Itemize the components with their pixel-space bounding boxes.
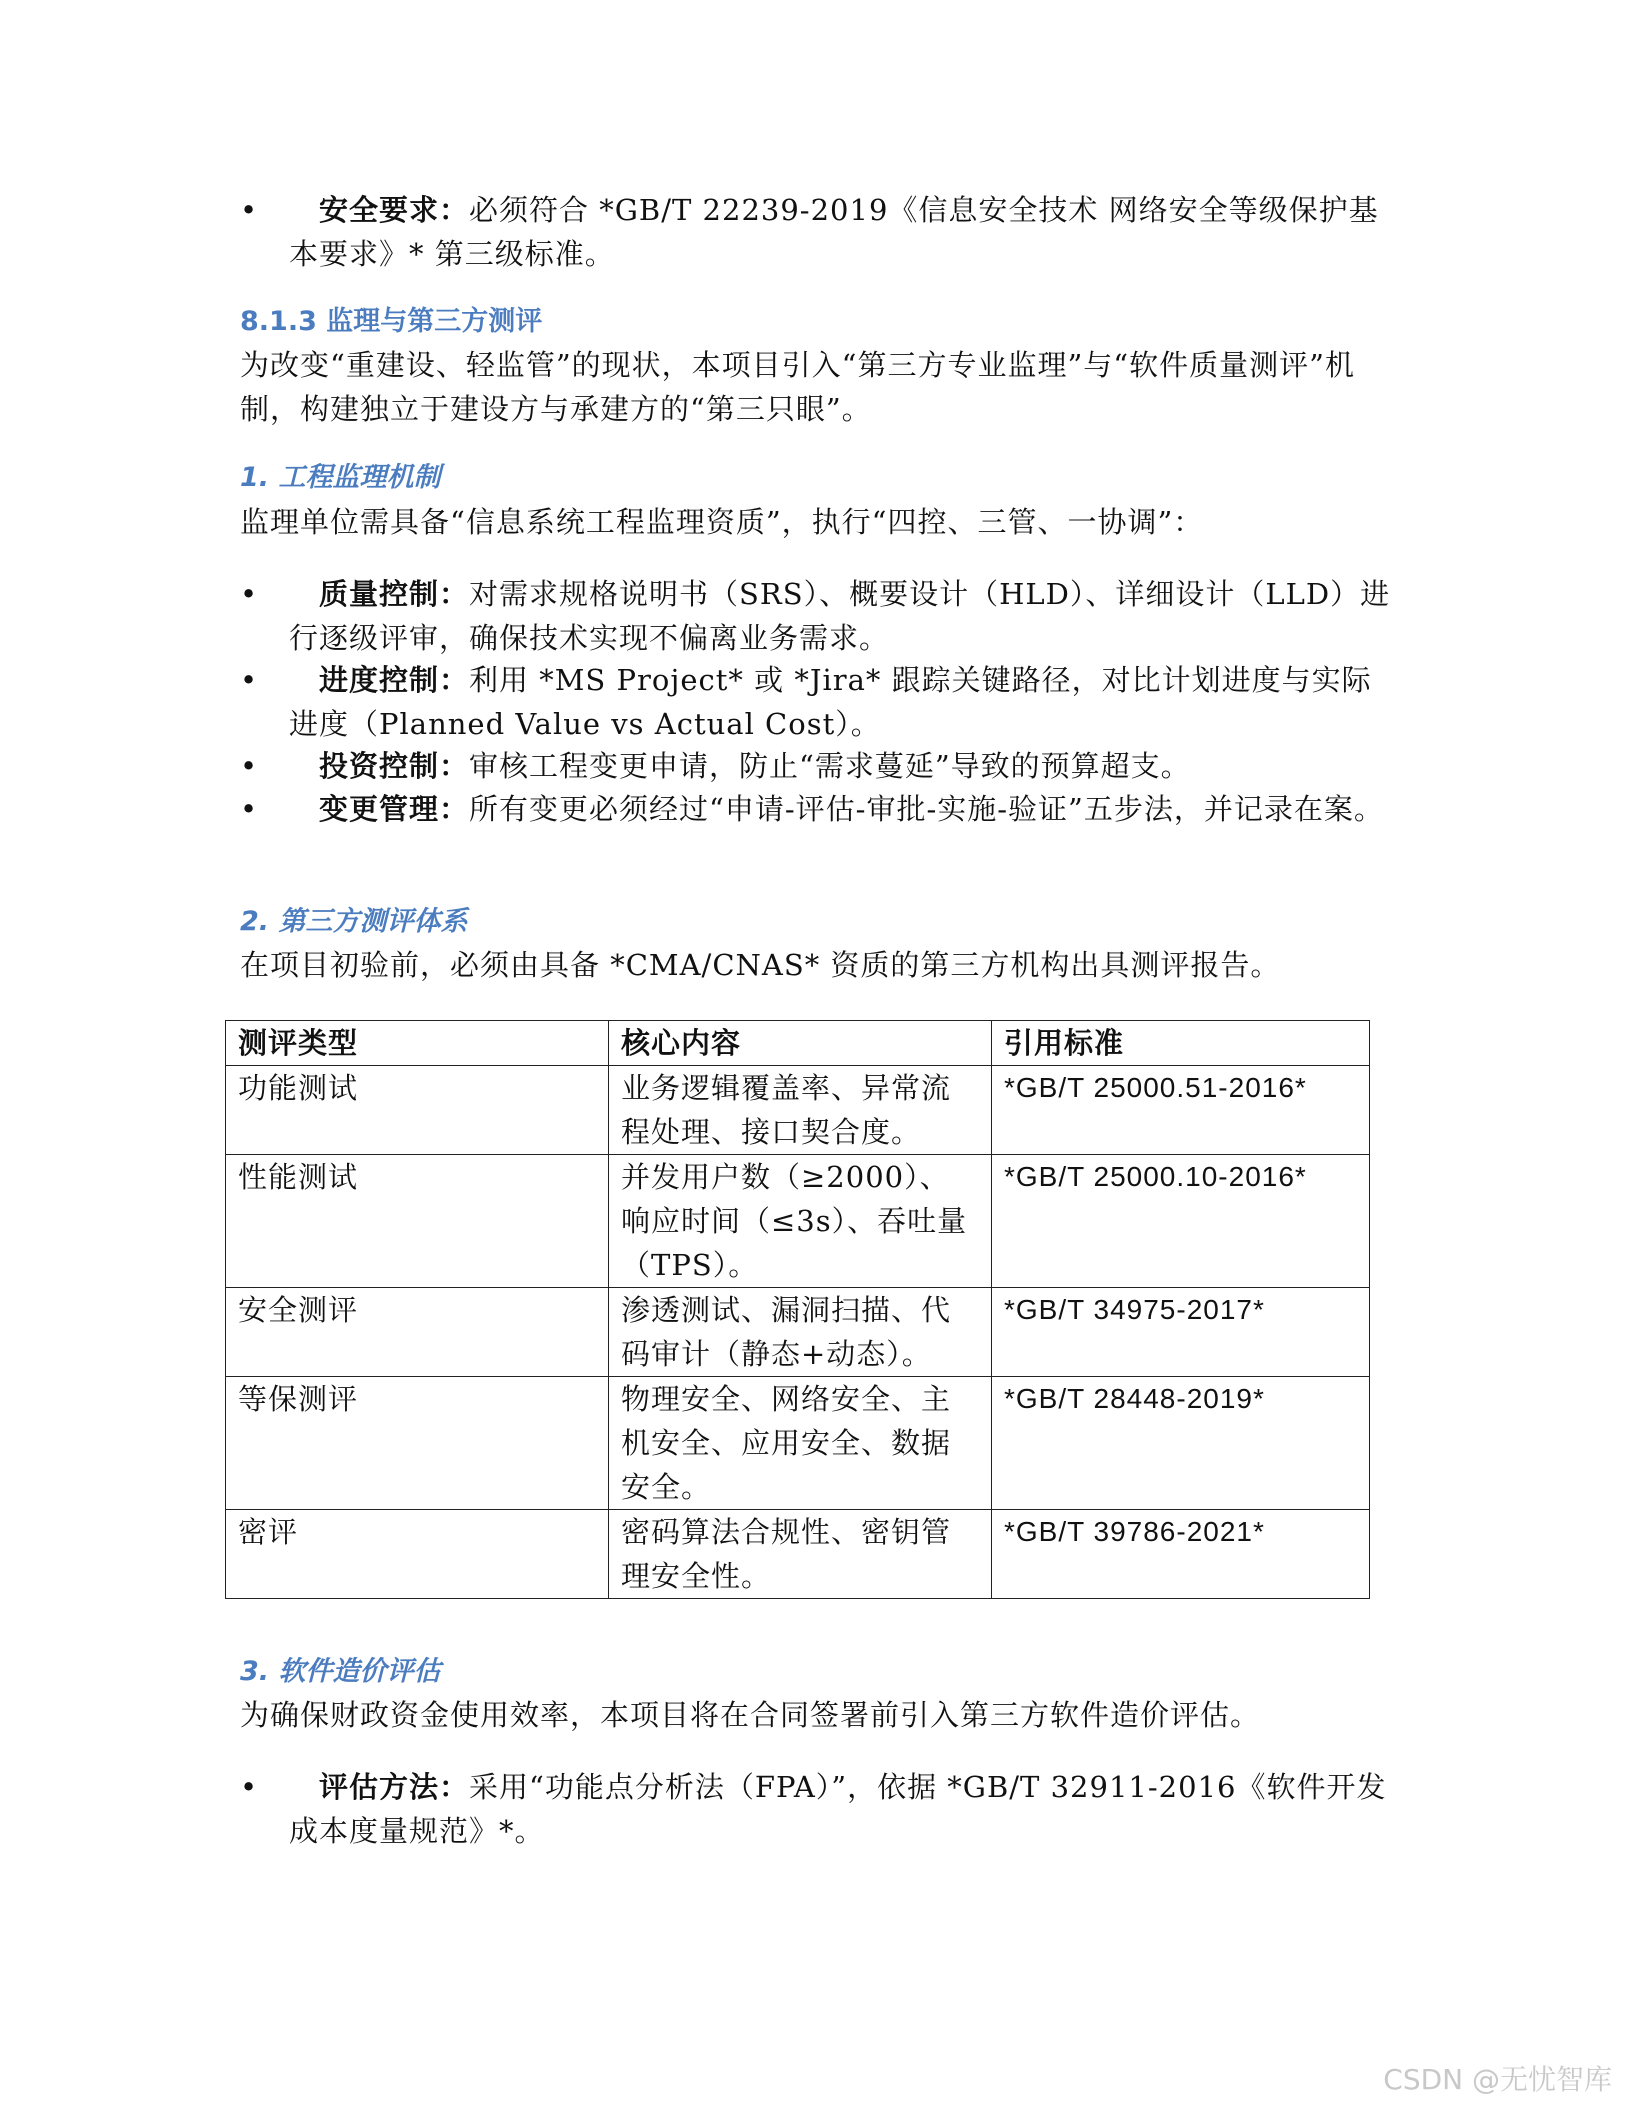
bullet-label: 质量控制： [319, 577, 470, 611]
bullet-body: 利用 *MS Project* 或 *Jira* 跟踪关键路径，对比计划进度与实际进度（Planned Value vs Actual Cost）。 [289, 663, 1372, 741]
bullet-icon: • [240, 1770, 259, 1804]
table-cell-content: 密码算法合规性、密钥管理安全性。 [609, 1510, 992, 1599]
bullet-item-schedule [240, 658, 1400, 746]
subheading-supervision: 1. 工程监理机制 [240, 462, 441, 493]
table-cell-type: 安全测评 [226, 1288, 609, 1377]
table-cell-type: 性能测试 [226, 1155, 609, 1288]
table-header-standard: 引用标准 [992, 1021, 1370, 1066]
table-cell-content: 渗透测试、漏洞扫描、代码审计（静态+动态）。 [609, 1288, 992, 1377]
table-row [226, 1066, 1370, 1155]
table-header-row [226, 1021, 1370, 1066]
supervision-intro: 监理单位需具备“信息系统工程监理资质”，执行“四控、三管、一协调”： [240, 505, 1204, 539]
evaluation-intro: 在项目初验前，必须由具备 *CMA/CNAS* 资质的第三方机构出具测评报告。 [240, 948, 1281, 982]
table-cell-standard: *GB/T 28448-2019* [992, 1377, 1370, 1510]
table-cell-standard: *GB/T 25000.10-2016* [992, 1155, 1370, 1288]
table-row [226, 1288, 1370, 1377]
bullet-label: 变更管理： [319, 792, 470, 826]
bullet-label: 评估方法： [319, 1770, 470, 1804]
table-row [226, 1155, 1370, 1288]
table-row [226, 1510, 1370, 1599]
section-intro: 为改变“重建设、轻监管”的现状，本项目引入“第三方专业监理”与“软件质量测评”机制，构建独立于建设方与承建方的“第三只眼”。 [240, 348, 1355, 426]
bullet-label: 进度控制： [319, 663, 470, 697]
table-header-type: 测评类型 [226, 1021, 609, 1066]
section-heading: 8.1.3 监理与第三方测评 [240, 306, 543, 337]
bullet-body: 必须符合 *GB/T 22239-2019《信息安全技术 网络安全等级保护基本要求》* 第三级标准。 [289, 193, 1379, 271]
bullet-item-change [240, 787, 1400, 831]
watermark: CSDN @无忧智库 [1383, 2063, 1612, 2096]
bullet-body: 对需求规格说明书（SRS）、概要设计（HLD）、详细设计（LLD）进行逐级评审，确保技术实现不偏离业务需求。 [289, 577, 1391, 655]
table-cell-standard: *GB/T 34975-2017* [992, 1288, 1370, 1377]
table-cell-content: 并发用户数（≥2000）、响应时间（≤3s）、吞吐量（TPS）。 [609, 1155, 992, 1288]
table-cell-standard: *GB/T 39786-2021* [992, 1510, 1370, 1599]
table-cell-content: 物理安全、网络安全、主机安全、应用安全、数据安全。 [609, 1377, 992, 1510]
bullet-icon: • [240, 663, 259, 697]
bullet-item-method [240, 1765, 1400, 1853]
table-cell-type: 密评 [226, 1510, 609, 1599]
bullet-label: 安全要求： [319, 193, 470, 227]
table-cell-standard: *GB/T 25000.51-2016* [992, 1066, 1370, 1155]
bullet-item-quality [240, 572, 1400, 660]
bullet-icon: • [240, 193, 259, 227]
bullet-body: 所有变更必须经过“申请-评估-审批-实施-验证”五步法，并记录在案。 [469, 792, 1384, 826]
table-cell-content: 业务逻辑覆盖率、异常流程处理、接口契合度。 [609, 1066, 992, 1155]
table-cell-type: 功能测试 [226, 1066, 609, 1155]
bullet-item-security [240, 188, 1400, 276]
cost-intro: 为确保财政资金使用效率，本项目将在合同签署前引入第三方软件造价评估。 [240, 1698, 1261, 1732]
bullet-icon: • [240, 577, 259, 611]
bullet-body: 采用“功能点分析法（FPA）”，依据 *GB/T 32911-2016《软件开发成本度量规范》*。 [289, 1770, 1387, 1848]
table-cell-type: 等保测评 [226, 1377, 609, 1510]
table-row [226, 1377, 1370, 1510]
evaluation-table [225, 1020, 1370, 1599]
bullet-body: 审核工程变更申请，防止“需求蔓延”导致的预算超支。 [469, 749, 1191, 783]
bullet-label: 投资控制： [319, 749, 470, 783]
bullet-icon: • [240, 749, 259, 783]
bullet-item-investment [240, 744, 1400, 788]
bullet-icon: • [240, 792, 259, 826]
table-header-content: 核心内容 [609, 1021, 992, 1066]
subheading-evaluation: 2. 第三方测评体系 [240, 906, 468, 937]
subheading-cost: 3. 软件造价评估 [240, 1656, 441, 1687]
